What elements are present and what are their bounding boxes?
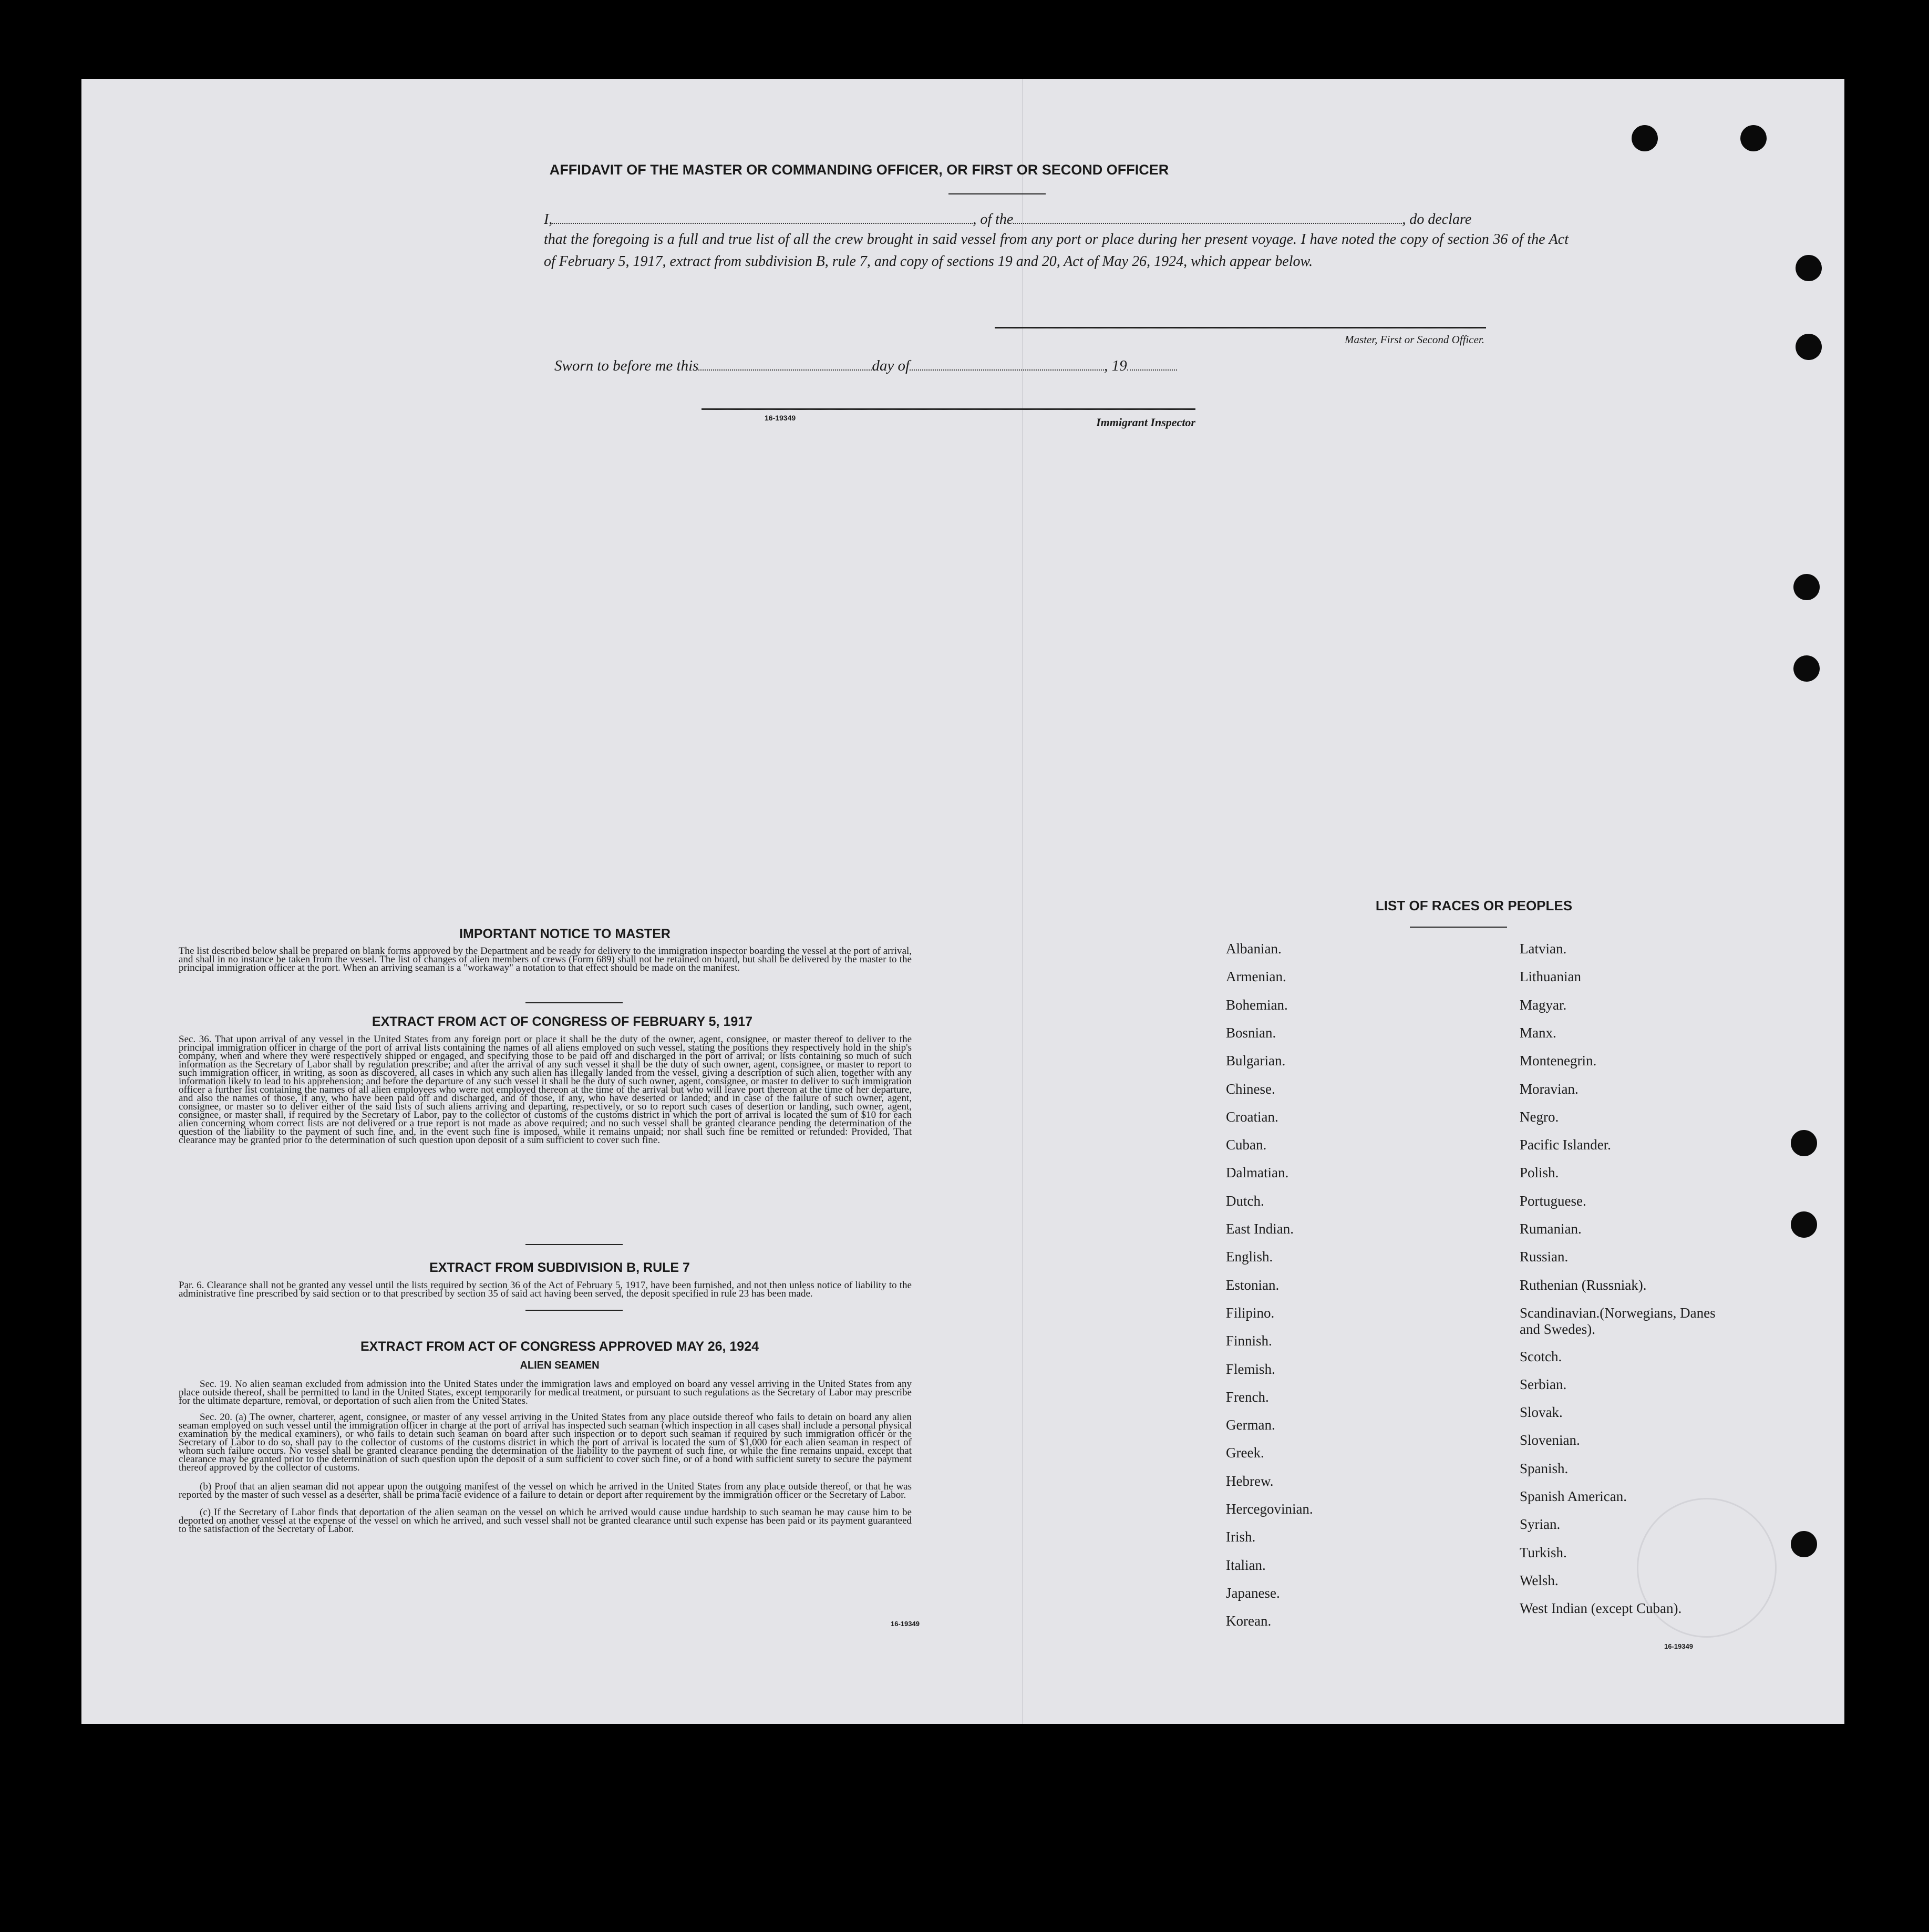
race-item-right: Spanish. <box>1520 1460 1569 1476</box>
race-item-right: Manx. <box>1520 1024 1556 1041</box>
race-item-right: Slovenian. <box>1520 1432 1580 1448</box>
race-item-left: Italian. <box>1226 1557 1266 1573</box>
race-item-right: Turkish. <box>1520 1544 1567 1560</box>
race-item-left: Dutch. <box>1226 1193 1264 1209</box>
signature-caption: Master, First or Second Officer. <box>1345 333 1484 346</box>
race-item-right: West Indian (except Cuban). <box>1520 1600 1682 1617</box>
race-item-left: Flemish. <box>1226 1361 1275 1377</box>
race-item-left: French. <box>1226 1389 1269 1405</box>
sworn-line <box>554 355 1177 375</box>
extract-1924-title: EXTRACT FROM ACT OF CONGRESS APPROVED MAY 26, 1924 <box>360 1339 759 1354</box>
subdivision-b-divider <box>525 1310 623 1311</box>
race-item-left: Albanian. <box>1226 941 1282 957</box>
race-item-left: Hebrew. <box>1226 1473 1274 1489</box>
race-item-left: Chinese. <box>1226 1081 1275 1097</box>
race-item-left: Greek. <box>1226 1445 1264 1461</box>
race-item-left: Finnish. <box>1226 1333 1272 1349</box>
punch-hole <box>1796 255 1822 281</box>
notice-text: The list described below shall be prepared on blank forms approved by the Department and be ready for delivery to the immigration inspector boarding the vessel at the port of arrival, and shall in no instance be taken from the vessel. The list of changes of alien members of crews (Form 689) shall not be retained on board, but shall be delivered by the master to the principal immigration officer at the port. When an arriving seaman is a "workaway" a notation to that effect should be made on the manifest. <box>179 946 912 973</box>
race-item-left: German. <box>1226 1417 1275 1433</box>
race-item-right: Polish. <box>1520 1165 1559 1181</box>
race-item-left: Croatian. <box>1226 1108 1278 1125</box>
race-item-right: Scotch. <box>1520 1348 1562 1364</box>
race-item-right: Russian. <box>1520 1249 1569 1265</box>
race-item-right: Portuguese. <box>1520 1193 1586 1209</box>
race-item-right: Serbian. <box>1520 1376 1567 1392</box>
punch-hole <box>1796 334 1822 360</box>
sec20c-text: (c) If the Secretary of Labor finds that deportation of the alien seaman on the vessel on which he arrived would cause undue hardship to such seaman he may cause him to be deported on another vessel at the expense of the vessel on which he arrived, and such vessel shall not be granted clearance until such expense has been paid or its payment guaranteed to the satisfaction of the Secretary of Labor. <box>179 1507 912 1535</box>
race-item-left: Filipino. <box>1226 1304 1275 1321</box>
race-item-right: Rumanian. <box>1520 1221 1582 1237</box>
race-item-left: Cuban. <box>1226 1137 1267 1153</box>
punch-hole <box>1791 1130 1817 1156</box>
race-item-right: Syrian. <box>1520 1516 1561 1533</box>
race-item-right: Spanish American. <box>1520 1488 1627 1504</box>
race-item-left: Irish. <box>1226 1529 1256 1545</box>
title-underline <box>948 193 1046 194</box>
sec19-text: Sec. 19. No alien seaman excluded from admission into the United States under the immigration laws and employed on board any vessel arriving in the United States from any place outside thereof, shall be permitted to land in the United States, except temporarily for medical treatment, or pursuant to such regulations as the Secretary of Labor may prescribe for the ultimate departure, removal, or deportation of such alien from the United States. <box>179 1379 912 1406</box>
race-item-left: Korean. <box>1226 1613 1272 1629</box>
race-item-left: Armenian. <box>1226 969 1286 985</box>
punch-hole <box>1793 574 1820 600</box>
affidavit-i: I, <box>544 211 553 228</box>
page-fold <box>1022 79 1023 1724</box>
race-item-left: Estonian. <box>1226 1277 1280 1293</box>
race-item-right: Moravian. <box>1520 1081 1579 1097</box>
race-item-right: Negro. <box>1520 1108 1559 1125</box>
race-item-right: Montenegrin. <box>1520 1053 1597 1069</box>
notice-title: IMPORTANT NOTICE TO MASTER <box>459 927 670 941</box>
extract-1917-title: EXTRACT FROM ACT OF CONGRESS OF FEBRUARY 5, 1917 <box>372 1014 753 1029</box>
sec20b-text: (b) Proof that an alien seaman did not appear upon the outgoing manifest of the vessel on which he arrived in the United States from any place outside thereof, or that he was reported by the master of such vessel as a deserter, shall be prima facie evidence of a failure to detain or deport after requirement by the immigration officer or the Secretary of Labor. <box>179 1481 912 1501</box>
affidavit-form-number: 16-19349 <box>765 414 796 422</box>
race-item-right: Scandinavian.(Norwegians, Danes and Swedes). <box>1520 1304 1716 1337</box>
extract-1917-divider <box>525 1244 623 1245</box>
race-item-right: Welsh. <box>1520 1572 1559 1588</box>
name-field[interactable] <box>552 208 973 224</box>
signature-line[interactable] <box>995 327 1486 328</box>
race-item-left: Bohemian. <box>1226 996 1288 1013</box>
vessel-field[interactable] <box>1013 208 1402 224</box>
punch-hole <box>1793 655 1820 682</box>
subdivision-b-text: Par. 6. Clearance shall not be granted any vessel until the lists required by section 36 of the Act of February 5, 1917, have been furnished, and not then unless notice of liability to the administrative fine prescribed by said section or to that prescribed by section 35 of said act having been served, the deposit specified in rule 23 has been made. <box>179 1280 912 1299</box>
race-item-left: Japanese. <box>1226 1585 1280 1601</box>
sworn-day-field[interactable] <box>698 355 872 371</box>
race-item-right: Lithuanian <box>1520 969 1581 985</box>
alien-seamen-subtitle: ALIEN SEAMEN <box>520 1360 600 1371</box>
sworn-day-label: day of <box>872 357 910 374</box>
races-form-number: 16-19349 <box>1664 1642 1693 1650</box>
sworn-year-label: , 19 <box>1104 357 1127 374</box>
race-item-left: Hercegovinian. <box>1226 1501 1313 1517</box>
extract-form-number: 16-19349 <box>891 1620 920 1628</box>
race-item-left: Bulgarian. <box>1226 1053 1286 1069</box>
sworn-month-field[interactable] <box>910 355 1104 371</box>
affidavit-of-the: , of the <box>973 211 1014 228</box>
affidavit-declare: , do declare <box>1402 211 1472 228</box>
punch-hole <box>1740 125 1767 151</box>
punch-hole <box>1791 1531 1817 1557</box>
subdivision-b-title: EXTRACT FROM SUBDIVISION B, RULE 7 <box>429 1260 690 1275</box>
extract-1917-text: Sec. 36. That upon arrival of any vessel in the United States from any foreign port or place it shall be the duty of the owner, agent, consignee, or master thereof to deliver to the principal immigration officer in charge of the port of arrival lists containing the names of all aliens employed on such vessel, stating the positions they respectively hold in the ship's company, when and where they were respectively shipped or engaged, and specifying those to be paid off and discharged in the port of arrival; or lists containing so much of such information as the Secretary of Labor shall by regulation prescribe; and after the arrival of any such vessel it shall be the duty of such owner, agent, consignee, or master to report to such immigration officer, in writing, as soon as discovered, all cases in which any such alien has illegally landed from the vessel, giving a description of such alien, together with any information likely to lead to his apprehension; and before the departure of any such vessel it shall be the duty of such owner, agent, consignee, or master to deliver to such immigration officer a further list containing the names of all alien employees who were not employed thereon at the time of the arrival but who will leave port thereon at the time of her departure, and also the names of those, if any, who have been paid off and discharged, and of those, if any, who have deserted or landed; and in case of the failure of such owner, agent, consignee, or master so to deliver either of the said lists of such aliens arriving and departing, respectively, or so to report such cases of desertion or landing, such owner, agent, consignee, or master shall, if required by the Secretary of Labor, pay to the collector of customs of the customs district in which the port of arrival is located the sum of $10 for each alien concerning whom correct lists are not delivered or a true report is not made as above required; and no such vessel shall be granted clearance pending the determination of the question of the liability to the payment of such fine, and, in the event such fine is imposed, while it remains unpaid; nor shall such fine be remitted or refunded: Provided, That clearance may be granted prior to the determination of such question upon deposit of a sum sufficient to cover such fine. <box>179 1034 912 1146</box>
sworn-year-field[interactable] <box>1127 355 1177 371</box>
inspector-caption: Immigrant Inspector <box>1096 416 1195 429</box>
sec20a-text: Sec. 20. (a) The owner, charterer, agent, consignee, or master of any vessel arriving in the United States from any place outside thereof who fails to detain on board any alien seaman employed on such vessel until the immigration officer in charge at the port of arrival has inspected such seaman (which inspection in all cases shall include a personal physical examination by the medical examiners), or who fails to detain such seaman on board after such inspection or to deport such seaman if required by such immigration officer or the Secretary of Labor to do so, shall pay to the collector of customs of the customs district in which the port of arrival is located the sum of $1,000 for each alien seaman in respect of whom such failure occurs. No vessel shall be granted clearance pending the determination of the liability to the payment of such fine, or while the fine remains unpaid, except that clearance may be granted prior to the determination of such question upon the deposit of a sum sufficient to cover such fine, or of a bond with sufficient surety to secure the payment thereof approved by the collector of customs. <box>179 1412 912 1473</box>
race-item-right: Magyar. <box>1520 996 1567 1013</box>
affidavit-declaration-line <box>544 208 1569 228</box>
race-item-left: East Indian. <box>1226 1221 1294 1237</box>
races-divider <box>1410 927 1507 928</box>
race-item-left: English. <box>1226 1249 1273 1265</box>
races-title: LIST OF RACES OR PEOPLES <box>1375 898 1573 913</box>
race-item-right: Latvian. <box>1520 941 1567 957</box>
affidavit-body: that the foregoing is a full and true list of all the crew brought in said vessel from any port or place during her present voyage. I have noted the copy of section 36 of the Act of February 5, 1917, extract from subdivision B, rule 7, and copy of sections 19 and 20, Act of May 26, 1924, which appear below. <box>544 231 1569 270</box>
notice-divider <box>525 1002 623 1003</box>
race-item-left: Bosnian. <box>1226 1024 1276 1041</box>
document-sheet <box>81 79 1844 1724</box>
race-item-left: Dalmatian. <box>1226 1165 1289 1181</box>
race-item-right: Slovak. <box>1520 1404 1563 1421</box>
race-item-right: Pacific Islander. <box>1520 1137 1611 1153</box>
punch-hole <box>1791 1211 1817 1238</box>
punch-hole <box>1632 125 1658 151</box>
affidavit-title: AFFIDAVIT OF THE MASTER OR COMMANDING OFFICER, OR FIRST OR SECOND OFFICER <box>549 162 1169 178</box>
sworn-prefix: Sworn to before me this <box>554 357 699 374</box>
race-item-right: Ruthenian (Russniak). <box>1520 1277 1647 1293</box>
inspector-signature-line[interactable] <box>702 408 1195 410</box>
